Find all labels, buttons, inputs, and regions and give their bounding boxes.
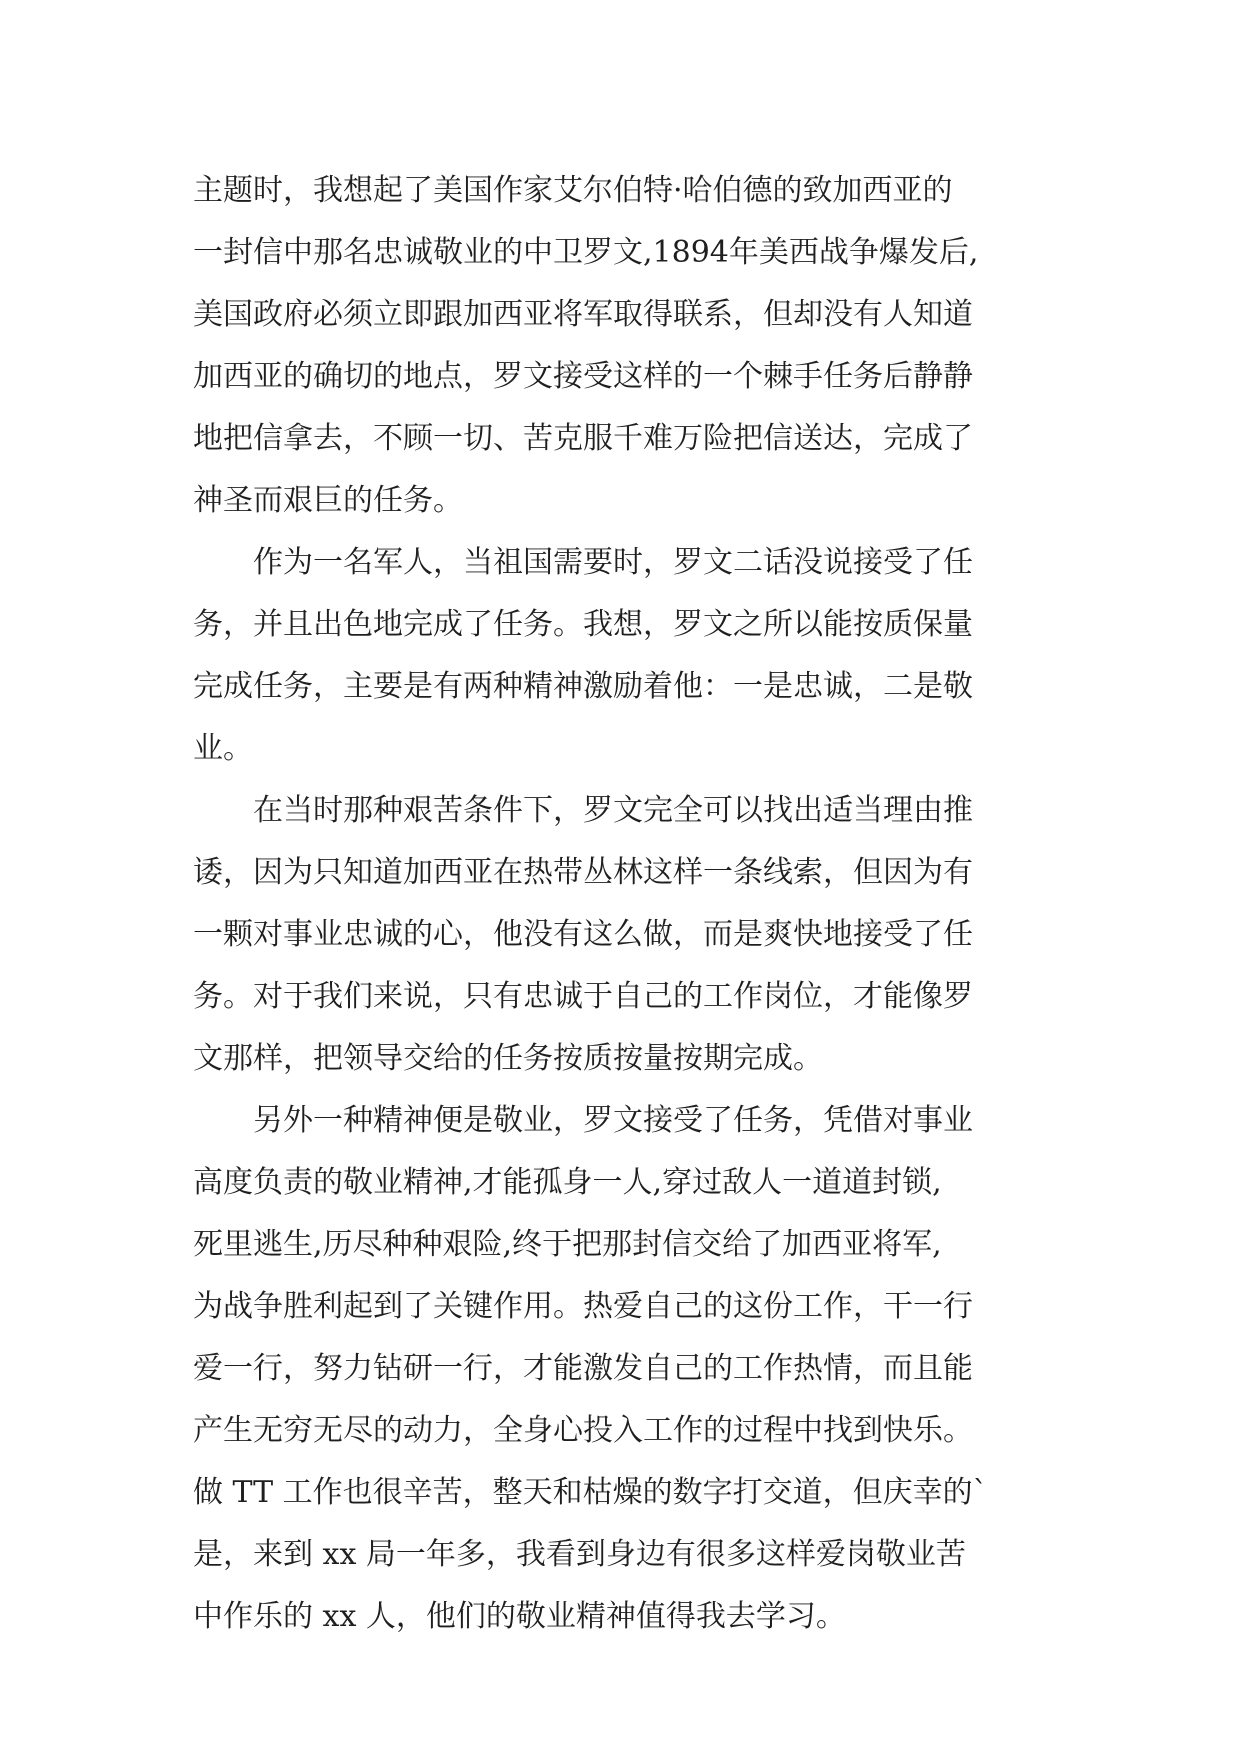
paragraph-3 <box>193 780 1093 1090</box>
text-line: 在当时那种艰苦条件下，罗文完全可以找出适当理由推 <box>193 793 973 828</box>
text-line: 神圣而艰巨的任务。 <box>193 483 463 518</box>
text-line: 中作乐的 xx 人，他们的敬业精神值得我去学习。 <box>193 1599 846 1634</box>
text-line: 加西亚的确切的地点，罗文接受这样的一个棘手任务后静静 <box>193 359 973 394</box>
text-line: 产生无穷无尽的动力，全身心投入工作的过程中找到快乐。 <box>193 1413 973 1448</box>
text-line: 诿，因为只知道加西亚在热带丛林这样一条线索，但因为有 <box>193 855 973 890</box>
text-line: 务。对于我们来说，只有忠诚于自己的工作岗位，才能像罗 <box>193 979 973 1014</box>
text-line: 高度负责的敬业精神,才能孤身一人,穿过敌人一道道封锁, <box>193 1165 942 1200</box>
text-line: 务，并且出色地完成了任务。我想，罗文之所以能按质保量 <box>193 607 973 642</box>
paragraph-4 <box>193 1090 1093 1648</box>
text-line: 爱一行，努力钻研一行，才能激发自己的工作热情，而且能 <box>193 1351 973 1386</box>
text-line: 一颗对事业忠诚的心，他没有这么做，而是爽快地接受了任 <box>193 917 973 952</box>
text-line: 作为一名军人，当祖国需要时，罗文二话没说接受了任 <box>193 545 973 580</box>
text-line: 一封信中那名忠诚敬业的中卫罗文,1894年美西战争爆发后, <box>193 235 979 270</box>
text-line: 为战争胜利起到了关键作用。热爱自己的这份工作，干一行 <box>193 1289 973 1324</box>
document-body <box>193 160 1093 1648</box>
paragraph-2 <box>193 532 1093 780</box>
text-line: 是，来到 xx 局一年多，我看到身边有很多这样爱岗敬业苦 <box>193 1537 966 1572</box>
text-line: 死里逃生,历尽种种艰险,终于把那封信交给了加西亚将军, <box>193 1227 942 1262</box>
text-line: 文那样，把领导交给的任务按质按量按期完成。 <box>193 1041 823 1076</box>
paragraph-1 <box>193 160 1093 532</box>
text-line: 另外一种精神便是敬业，罗文接受了任务，凭借对事业 <box>193 1103 973 1138</box>
text-line: 地把信拿去，不顾一切、苦克服千难万险把信送达，完成了 <box>193 421 973 456</box>
text-line: 美国政府必须立即跟加西亚将军取得联系，但却没有人知道 <box>193 297 973 332</box>
text-line: 完成任务，主要是有两种精神激励着他：一是忠诚，二是敬 <box>193 669 973 704</box>
text-line: 做 TT 工作也很辛苦，整天和枯燥的数字打交道，但庆幸的` <box>193 1475 988 1510</box>
text-line: 业。 <box>193 731 253 766</box>
text-line: 主题时，我想起了美国作家艾尔伯特·哈伯德的致加西亚的 <box>193 173 953 208</box>
